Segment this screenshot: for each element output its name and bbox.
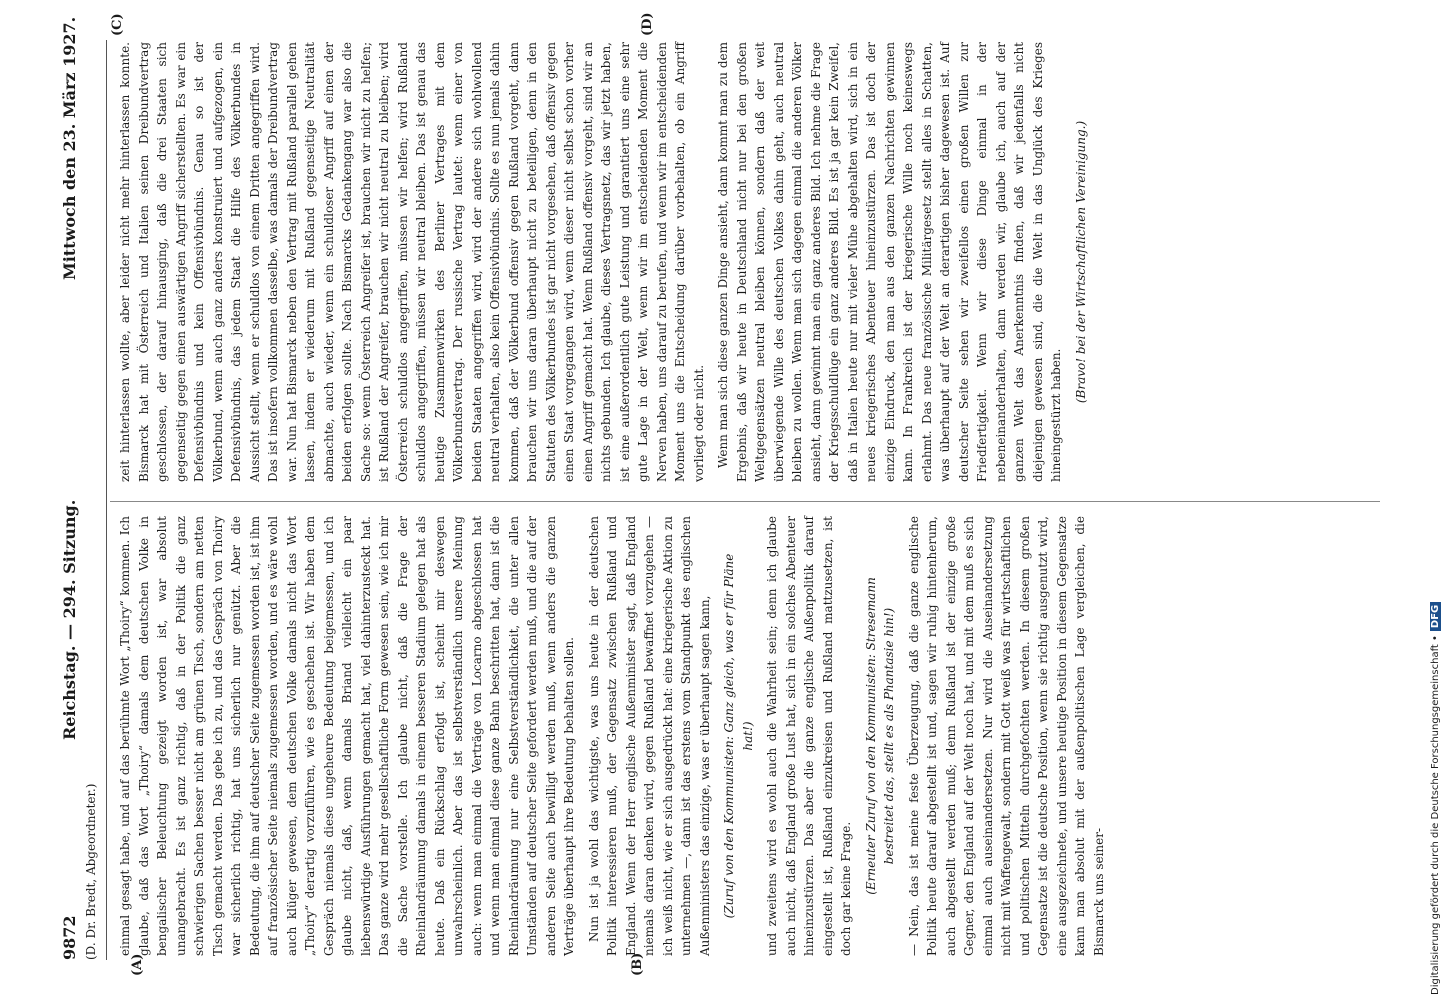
page-number: 9872: [60, 915, 79, 960]
dfg-logo: DFG: [1430, 602, 1441, 631]
column-divider: [110, 501, 1380, 502]
interjection: (Zuruf von den Kommunisten: Ganz gleich, was er für Pläne hat!): [722, 553, 755, 919]
margin-marker-c: (C): [110, 13, 125, 36]
rotated-page: [20, 12, 1420, 980]
running-head-session: Reichstag. — 294. Sitzung.: [60, 499, 79, 740]
header-rule: [106, 40, 107, 960]
paragraph: und zweitens wird es wohl auch die Wahrheit sein; denn ich glaube auch nicht, daß England große Lust hat, sich in ein solches Abenteuer hineinzustürzen. Das aber die ganze englische Außenpolitik darauf eingestellt ist, Rußland einzukreisen und Rußland mattzusetzen, ist doch gar keine Frage.: [765, 516, 853, 956]
paragraph: — Nein, das ist meine feste Überzeugung, daß die ganze englische Politik heute darauf abgestellt ist und, sagen wir ruhig hintenherum, auch abgestellt werden muß; denn Rußland ist der einzige große Gegner, den England auf der Welt noch hat, und mit dem muß es sich einmal auch auseinandersetzen. Nur wird die Auseinandersetzung nicht mit Waffengewalt, sondern mit Gott weiß was für wirtschaftlichen und politischen Mitteln durchgefochten werden. In diesem großen Gegensatze ist die deutsche Position, wenn sie richtig ausgenutzt wird, eine ausgezeichnete, und unsere heutige Position in diesem Gegensatze kann man absolut mit der außenpolitischen Lage vergleichen, die Bismarck uns seiner-: [906, 516, 1106, 956]
margin-marker-b: (B): [630, 952, 645, 976]
credit-text: Digitalisierung gefördert durch die Deutsche Forschungsgemeinschaft •: [1430, 635, 1441, 995]
applause-note: (Bravo! bei der Wirtschaftlichen Vereinigung.): [1073, 120, 1088, 404]
digitization-credit: [1418, 0, 1441, 1000]
interjection: (Erneuter Zuruf von den Kommunisten: Stresemann bestreitet das, stellt es als Phantasie hin!): [863, 577, 896, 895]
left-column: [116, 516, 1114, 956]
paragraph: Nun ist ja wohl das wichtigste, was uns heute in der deutschen Politik interessieren muß, der Gegensatz zwischen Rußland und England. Wenn der Herr englische Außenminister sagt, daß England niemals daran denken wird, gegen Rußland bewaffnet vorzugehen — ich weiß nicht, wie er sich ausgedrückt hat: eine kriegerische Aktion zu unternehmen —, dann ist das erstens vom Standpunkt des englischen Außenministers das einzige, was er überhaupt sagen kann,: [586, 516, 712, 956]
right-column: [116, 42, 1096, 482]
speaker-note: (D. Dr. Bredt, Abgeordneter.): [84, 783, 98, 960]
paragraph: zeit hinterlassen wollte, aber leider nicht mehr hinterlassen konnte. Bismarck hat mit Österreich und Italien seinen Dreibundvertrag geschlossen, der darauf hinausging, daß die drei Staaten sich gegenseitig gegen einen auswärtigen Angriff sicherstellten. Es war ein Defensivbündnis und kein Offensivbündnis. Genau so ist der Völkerbund, wenn auch ganz anders konstruiert und aufgezogen, ein Defensivbündnis, das jedem Staat die Hilfe des Völkerbundes in Aussicht stellt, wenn er schuldlos von einem Dritten angegriffen wird. Das ist insofern vollkommen dasselbe, was damals der Dreibundvertrag war. Nun hat Bismarck neben den Vertrag mit Rußland parallel gehen lassen, indem er wiederum mit Rußland gegenseitige Neutralität abmachte, auch wieder, wenn ein schuldloser Angriff auf einen der beiden erfolgen sollte. Nach Bismarcks Gedankengang war also die Sache so: wenn Österreich Angreifer ist, brauchen wir nicht zu helfen; ist Rußland der Angreifer, brauchen wir nicht neutral zu bleiben; wird Österreich schuldlos angegriffen, müssen wir helfen; wird Rußland schuldlos angegriffen, müssen wir neutral bleiben. Das ist genau das heutige Zusammenwirken des Berliner Vertrages mit dem Völkerbundsvertrag. Der russische Vertrag lautet: wenn einer von beiden Staaten angegriffen wird, wird der andere sich wohlwollend neutral verhalten, also kein Offensivbündnis. Sollte es nun jemals dahin kommen, daß der Völkerbund offensiv gegen Rußland vorgeht, dann brauchen wir uns daran überhaupt nicht zu beteiligen, denn in den Statuten des Völkerbundes ist gar nicht vorgesehen, daß offensiv gegen einen Staat vorgegangen wird, wenn dieser nicht selbst schon vorher einen Angriff gemacht hat. Wenn Rußland offensiv vorgeht, sind wir an nichts gebunden. Ich glaube, dieses Vertragsnetz, das wir jetzt haben, ist eine außerordentlich gute Leistung und garantiert uns eine sehr gute Lage in der Welt, wenn wir im entscheidenden Moment die Nerven haben, uns darauf zu berufen, und wenn wir im entscheidenden Moment uns die Entscheidung darüber vorbehalten, ob ein Angriff vorliegt oder nicht.: [118, 42, 706, 482]
margin-marker-a: (A): [130, 953, 145, 976]
margin-marker-d: (D): [640, 12, 655, 36]
paragraph: einmal gesagt habe, und auf das berühmte Wort „Thoiry“ kommen. Ich glaube, daß das Wort „Thoiry“ damals dem deutschen Volke in bengalischer Beleuchtung gezeigt worden ist, war absolut unangebracht. Es ist ganz richtig, daß in der Politik die ganz schwierigen Sachen besser nicht am grünen Tisch, sondern am netten Tisch gemacht werden. Das gebe ich zu, und das Gespräch von Thoiry war sicherlich richtig, hat uns sicherlich nur genützt. Aber die Bedeutung, die ihm auf deutscher Seite zugemessen worden ist, ist ihm auf französischer Seite niemals zugemessen worden, und es wäre wohl auch klüger gewesen, dem deutschen Volke damals nicht das Wort „Thoiry“ derartig vorzuführen, wie es geschehen ist. Wir haben dem Gespräch niemals diese ungeheure Bedeutung beigemessen, und ich glaube nicht, daß, wenn damals Briand vielleicht ein paar liebenswürdige Ausführungen gemacht hat, viel dahinterzusteckt hat. Das ganze wird mehr gesellschaftliche Form gewesen sein, wie ich mir die Sache vorstelle. Ich glaube nicht, daß die Frage der Rheinlandräumung damals in einem besseren Stadium gelegen hat als heute. Daß ein Rückschlag erfolgt ist, scheint mir deswegen unwahrscheinlich. Aber das ist selbstverständlich unsere Meinung auch: wenn man einmal die Verträge von Locarno abgeschlossen hat und wenn man einmal diese ganze Bahn beschritten hat, dann ist die Rheinlandräumung nur eine Selbstverständlichkeit, die unter allen Umständen auf deutscher Seite gefordert werden muß, und die auf der anderen Seite auch bewilligt werden muß, wenn anders die ganzen Verträge überhaupt ihre Bedeutung behalten sollen.: [118, 516, 576, 956]
running-head-date: Mittwoch den 23. März 1927.: [60, 16, 79, 280]
paragraph: Wenn man sich diese ganzen Dinge ansieht, dann kommt man zu dem Ergebnis, daß wir heute in Deutschland nicht nur bei den großen Weltgegensätzen neutral bleiben können, sondern daß der weit überwiegende Wille des deutschen Volkes dahin geht, auch neutral bleiben zu wollen. Wenn man sich dagegen einmal die anderen Völker ansieht, dann gewinnt man ein ganz anderes Bild. Ich nehme die Frage der Kriegsschuldlüge ein ganz anderes Bild. Es ist ja gar kein Zweifel, daß in Italien heute nur mit vieler Mühe abgehalten wird, sich in ein neues kriegerisches Abenteuer hineinzustürzen. Das ist doch der einzige Eindruck, den man aus den ganzen Nachrichten gewinnen kann. In Frankreich ist der kriegerische Wille noch keineswegs erlahmt. Das neue französische Militärgesetz stellt alles in Schatten, was überhaupt auf der Welt an derartigen bisher dagewesen ist. Auf deutscher Seite sehen wir zweifellos einen großen Willen zur Friedfertigkeit. Wenn wir diese Dinge einmal in der nebeneinanderhalten, dann werden wir, glaube ich, auch auf der ganzen Welt das Anerkenntnis finden, daß wir jedenfalls nicht diejenigen gewesen sind, die die Welt in das Unglück des Krieges hineingestürzt haben.: [716, 42, 1063, 482]
